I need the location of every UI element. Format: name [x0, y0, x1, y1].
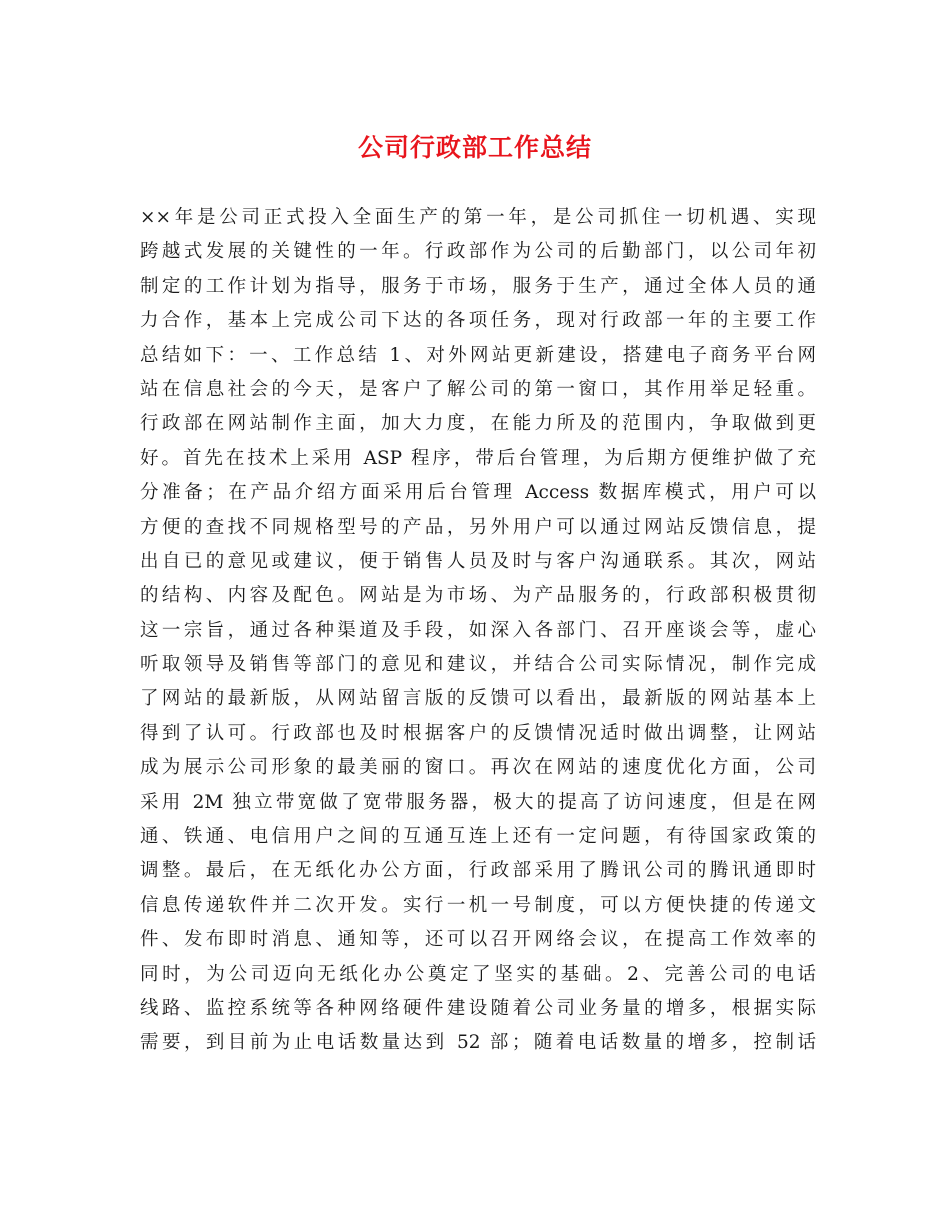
body-line: 得到了认可。行政部也及时根据客户的反馈情况适时做出调整，让网站 [140, 722, 816, 744]
body-line: 这一宗旨，通过各种渠道及手段，如深入各部门、召开座谈会等，虚心 [140, 619, 816, 641]
body-line: 总结如下：一、工作总结 1、对外网站更新建设，搭建电子商务平台网 [140, 344, 816, 366]
body-line: 力合作，基本上完成公司下达的各项任务，现对行政部一年的主要工作 [140, 310, 816, 332]
body-line: 好。首先在技术上采用 ASP 程序，带后台管理，为后期方便维护做了充 [140, 447, 816, 469]
body-line: 需要，到目前为止电话数量达到 52 部；随着电话数量的增多，控制话 [140, 1032, 816, 1054]
body-line: 行政部在网站制作主面，加大力度，在能力所及的范围内，争取做到更 [140, 413, 816, 435]
body-line: 出自已的意见或建议，便于销售人员及时与客户沟通联系。其次，网站 [140, 550, 816, 572]
document-title: 公司行政部工作总结 [357, 133, 592, 162]
body-line: 调整。最后，在无纸化办公方面，行政部采用了腾讯公司的腾讯通即时 [140, 860, 816, 882]
document-body [140, 201, 816, 1061]
body-line: 信息传递软件并二次开发。实行一机一号制度，可以方便快捷的传递文 [140, 894, 816, 916]
body-line: 方便的查找不同规格型号的产品，另外用户可以通过网站反馈信息，提 [140, 516, 816, 538]
body-line: 分准备；在产品介绍方面采用后台管理 Access 数据库模式，用户可以 [140, 482, 816, 504]
body-line: 同时，为公司迈向无纸化办公奠定了坚实的基础。2、完善公司的电话 [140, 963, 816, 985]
body-line: 通、铁通、电信用户之间的互通互连上还有一定问题，有待国家政策的 [140, 826, 816, 848]
body-line: 采用 2M 独立带宽做了宽带服务器，极大的提高了访问速度，但是在网 [140, 791, 816, 813]
body-line: ××年是公司正式投入全面生产的第一年，是公司抓住一切机遇、实现 [140, 207, 816, 228]
body-line: 线路、监控系统等各种网络硬件建设随着公司业务量的增多，根据实际 [140, 997, 816, 1019]
body-line: 件、发布即时消息、通知等，还可以召开网络会议，在提高工作效率的 [140, 929, 816, 951]
body-line: 成为展示公司形象的最美丽的窗口。再次在网站的速度优化方面，公司 [140, 757, 816, 779]
body-line: 的结构、内容及配色。网站是为市场、为产品服务的，行政部积极贯彻 [140, 585, 816, 607]
body-line: 跨越式发展的关键性的一年。行政部作为公司的后勤部门，以公司年初 [140, 241, 816, 263]
body-line: 站在信息社会的今天，是客户了解公司的第一窗口，其作用举足轻重。 [140, 378, 816, 400]
body-line: 制定的工作计划为指导，服务于市场，服务于生产，通过全体人员的通 [140, 275, 816, 297]
body-line: 听取领导及销售等部门的意见和建议，并结合公司实际情况，制作完成 [140, 654, 816, 676]
body-line: 了网站的最新版，从网站留言版的反馈可以看出，最新版的网站基本上 [140, 688, 816, 710]
